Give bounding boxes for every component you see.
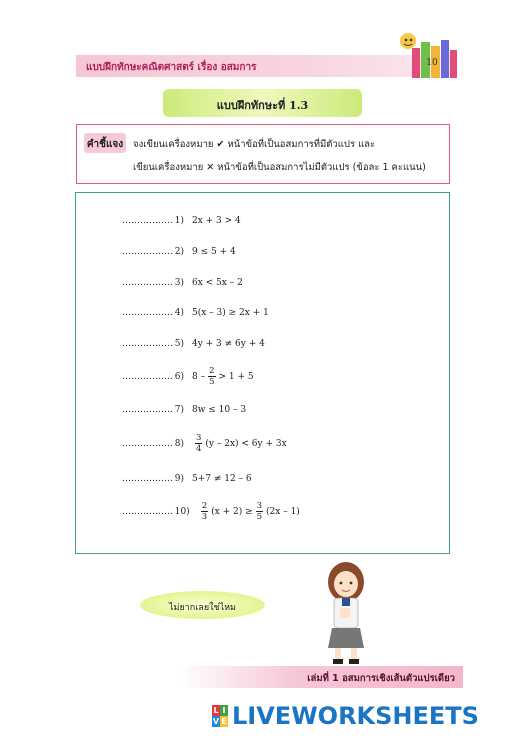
fraction xyxy=(208,366,215,387)
exercise-title: แบบฝึกทักษะที่ 1.3 xyxy=(163,89,362,117)
item-number: 2) xyxy=(174,247,184,257)
expr-part: > 1 + 5 xyxy=(218,371,254,382)
liveworksheets-logo xyxy=(212,703,479,729)
item-number: 5) xyxy=(174,339,184,349)
exercise-item xyxy=(122,501,300,522)
badge-letter: L xyxy=(213,706,219,715)
badge-letter: E xyxy=(221,717,227,726)
item-number: 1) xyxy=(174,216,184,226)
item-expression xyxy=(198,501,300,522)
item-expression: 8w ≤ 10 – 3 xyxy=(191,405,247,415)
fraction-numerator: 2 xyxy=(209,366,215,376)
item-number: 6) xyxy=(174,371,184,382)
fraction-numerator: 3 xyxy=(256,501,263,511)
item-number: 3) xyxy=(174,278,184,288)
expr-part: (y – 2x) < 6y + 3x xyxy=(205,438,287,449)
expr-part: (x + 2) ≥ xyxy=(211,506,253,517)
item-number: 7) xyxy=(174,405,184,415)
item-expression: 5+7 ≠ 12 – 6 xyxy=(191,474,252,484)
liveworksheets-wordmark[interactable]: LIVEWORKSHEETS xyxy=(232,702,479,730)
exercise-item xyxy=(122,216,241,226)
exercise-item xyxy=(122,433,287,454)
item-number: 8) xyxy=(174,438,184,449)
fraction-denominator: 5 xyxy=(209,377,215,387)
answer-blank[interactable]: …………….. xyxy=(122,474,173,484)
answer-blank[interactable]: …………….. xyxy=(122,308,173,318)
fraction xyxy=(201,501,208,522)
fraction-denominator: 5 xyxy=(256,512,263,522)
speech-bubble: ไม่ยากเลยใช่ไหม xyxy=(140,591,265,619)
fraction xyxy=(195,433,202,454)
badge-letter: I xyxy=(220,705,228,716)
answer-blank[interactable]: …………….. xyxy=(122,247,173,257)
fraction-numerator: 2 xyxy=(201,501,208,511)
item-expression: 6x < 5x – 2 xyxy=(191,278,243,288)
item-expression xyxy=(192,366,254,387)
item-expression: 2x + 3 > 4 xyxy=(191,216,241,226)
fraction-numerator: 3 xyxy=(195,433,202,443)
girl-character-illustration xyxy=(318,560,374,665)
expr-part: 8 – xyxy=(191,371,206,382)
answer-blank[interactable]: …………….. xyxy=(122,278,173,288)
fraction xyxy=(256,501,263,522)
instructions-line-1: จงเขียนเครื่องหมาย ✔ หน้าข้อที่เป็นอสมการที่มีตัวแปร และ xyxy=(133,139,376,150)
answer-blank[interactable]: …………….. xyxy=(122,405,173,415)
instructions-line-2: เขียนเครื่องหมาย ✕ หน้าข้อที่เป็นอสมการไม่มีตัวแปร (ข้อละ 1 คะแนน) xyxy=(133,162,426,173)
page-number: 10 xyxy=(426,58,438,68)
fraction-denominator: 4 xyxy=(195,444,202,454)
answer-blank[interactable]: …………….. xyxy=(122,438,173,449)
exercise-item xyxy=(122,308,269,318)
exercise-item xyxy=(122,366,254,387)
answer-blank[interactable]: …………….. xyxy=(122,371,173,382)
item-expression: 4y + 3 ≠ 6y + 4 xyxy=(191,339,265,349)
exercise-item xyxy=(122,278,243,288)
badge-letter: V xyxy=(212,717,220,726)
exercise-item xyxy=(122,247,236,257)
answer-blank[interactable]: …………….. xyxy=(122,216,173,226)
item-expression xyxy=(192,433,287,454)
expr-part: (2x – 1) xyxy=(266,506,300,517)
item-expression: 5(x – 3) ≥ 2x + 1 xyxy=(191,308,269,318)
item-expression: 9 ≤ 5 + 4 xyxy=(191,247,236,257)
item-number: 9) xyxy=(174,474,184,484)
item-number: 4) xyxy=(174,308,184,318)
item-number: 10) xyxy=(174,506,190,517)
exercise-item xyxy=(122,339,265,349)
instructions-box xyxy=(76,124,450,184)
exercise-item xyxy=(122,405,246,415)
instructions-label: คำชี้แจง xyxy=(84,133,126,153)
fraction-denominator: 3 xyxy=(201,512,208,522)
exercise-item xyxy=(122,474,252,484)
liveworksheets-badge-icon xyxy=(212,705,228,727)
footer-book-title: เล่มที่ 1 อสมการเชิงเส้นตัวแปรเดียว xyxy=(180,666,463,688)
answer-blank[interactable]: …………….. xyxy=(122,339,173,349)
answer-blank[interactable]: …………….. xyxy=(122,506,173,517)
header-title: แบบฝึกทักษะคณิตศาสตร์ เรื่อง อสมการ xyxy=(76,55,454,77)
